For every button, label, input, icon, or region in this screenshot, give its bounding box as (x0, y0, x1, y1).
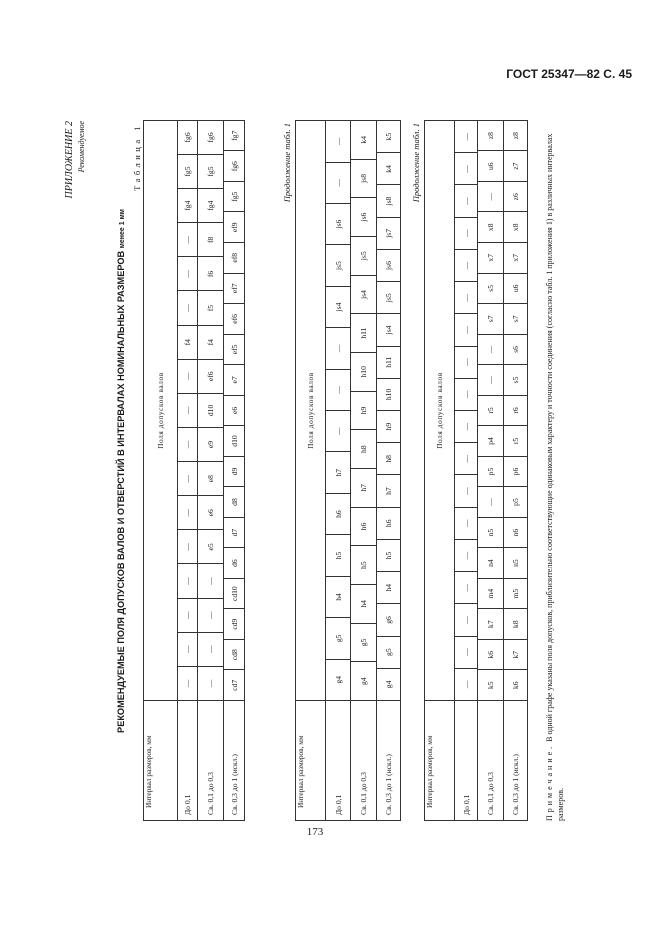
table-cell: u6 (478, 150, 503, 181)
table-cell: z7 (504, 150, 527, 181)
table-cell: d9 (224, 456, 244, 487)
table-cell: ef8 (224, 242, 244, 273)
header-interval: Интервал размеров, мм (425, 701, 455, 821)
table-cell: — (178, 495, 197, 529)
table-cell: k4 (359, 135, 368, 144)
table-cell: — (455, 668, 477, 700)
table-cell: — (326, 369, 350, 410)
table-cell: s7 (478, 303, 503, 334)
table-cell: — (326, 327, 350, 368)
table-cell: k5 (384, 132, 393, 141)
table-cell: ef7 (224, 273, 244, 304)
table-cell: h4 (377, 571, 400, 603)
table-row (326, 121, 351, 821)
table-cell: js6 (351, 197, 376, 236)
table-cell: — (326, 162, 350, 203)
table-cell: — (178, 461, 197, 495)
table-cell: — (478, 334, 503, 365)
page-number: 173 (306, 826, 324, 838)
table-cell: g5 (351, 623, 376, 662)
table-cell: fg4 (198, 188, 223, 222)
table-cell: d10 (198, 393, 223, 427)
table-cell: k8 (504, 608, 527, 639)
row-label: До 0,1 (455, 701, 478, 821)
table-cell: g4 (351, 661, 376, 700)
continuation-label-1: Продолжение табл. 1 (282, 123, 292, 203)
header-fields: Поля допусков валов (425, 121, 455, 701)
table-cell: — (478, 364, 503, 395)
table-cell: — (455, 185, 477, 217)
row-label: До 0,1 (178, 701, 198, 821)
table-cell: n5 (504, 547, 527, 578)
table-cell: — (478, 486, 503, 517)
table-cell: js4 (351, 275, 376, 314)
table-cell: h5 (351, 545, 376, 584)
table-cell: h5 (377, 539, 400, 571)
rotated-content (64, 121, 574, 821)
table-cell: fg5 (198, 154, 223, 188)
table-cell: g4 (377, 668, 400, 700)
table-cell: js8 (351, 159, 376, 198)
table-cell: g6 (377, 603, 400, 635)
table-cell: — (178, 427, 197, 461)
table-cell: js5 (377, 281, 400, 313)
header-fields: Поля допусков валов (296, 121, 326, 701)
table-cell: n4 (478, 547, 503, 578)
table-cell: — (178, 222, 197, 256)
table-cell: s7 (504, 303, 527, 334)
table-row (351, 121, 377, 821)
title-suffix: менее 1 мм (119, 209, 126, 249)
table-cell: g4 (326, 659, 350, 700)
table-cell: js8 (377, 185, 400, 217)
table-cell: fg4 (178, 188, 197, 222)
table-cell: — (198, 598, 223, 632)
table-cell: — (178, 529, 197, 563)
table-cell: — (455, 152, 477, 184)
table-cell: — (455, 603, 477, 635)
header-interval: Интервал размеров, мм (296, 701, 326, 821)
table-cell: h4 (326, 576, 350, 617)
tolerance-table-1 (143, 120, 245, 821)
table-cell: s6 (504, 334, 527, 365)
table-cell: k4 (377, 152, 400, 184)
table-cell: ef6 (198, 359, 223, 393)
value-cell-group (224, 121, 245, 701)
table-cell: js4 (377, 313, 400, 345)
table-cell: e8 (198, 461, 223, 495)
table-cell: g5 (377, 636, 400, 668)
table-cell: — (455, 346, 477, 378)
table-cell: ef6 (224, 303, 244, 334)
note-text: В одной графе указаны поля допусков, приблизительно соответствующие одинаковым характеру и точности соединения (согласно табл. 1 приложения 1) в различных интервалах размеров. (545, 133, 565, 821)
table-cell: js7 (377, 217, 400, 249)
table-cell: h11 (377, 346, 400, 378)
table-cell: n5 (478, 517, 503, 548)
table-cell: h10 (377, 378, 400, 410)
table-cell: d6 (224, 547, 244, 578)
row-label: Св. 0,3 до 1 (искл.) (504, 701, 528, 821)
table-cell: u6 (504, 273, 527, 304)
appendix-label: ПРИЛОЖЕНИЕ 2 (64, 121, 75, 199)
table-cell: z8 (486, 132, 495, 140)
table-cell: x8 (478, 212, 503, 243)
table-cell: h11 (351, 313, 376, 352)
table-cell: p4 (478, 425, 503, 456)
table-cell: r5 (504, 425, 527, 456)
table-cell: z8 (511, 132, 520, 140)
document-title (116, 121, 126, 821)
table-cell: fg5 (178, 154, 197, 188)
table-cell: — (455, 378, 477, 410)
table-cell: js6 (377, 249, 400, 281)
header-interval: Интервал размеров, мм (144, 701, 178, 821)
value-cell-group (504, 121, 528, 701)
appendix-block (64, 121, 88, 361)
tolerance-table-3 (424, 120, 528, 821)
table-cell: r5 (478, 395, 503, 426)
table-cell: cd7 (224, 669, 244, 700)
table-cell: f6 (198, 256, 223, 290)
table-cell: fg5 (224, 181, 244, 212)
table-cell: k7 (504, 639, 527, 670)
table-row (377, 121, 401, 821)
table-cell: h9 (351, 391, 376, 430)
table-cell: — (455, 249, 477, 281)
value-cell-group (478, 121, 504, 701)
table-cell: p6 (504, 456, 527, 487)
table-cell: p5 (504, 486, 527, 517)
table-cell: e9 (198, 427, 223, 461)
table-cell: h8 (351, 429, 376, 468)
row-label: Св. 0,1 до 0,3 (351, 701, 377, 821)
header-fields: Поля допусков валов (144, 121, 178, 701)
table-cell: h9 (377, 410, 400, 442)
table-cell: — (455, 281, 477, 313)
table-cell: — (178, 256, 197, 290)
value-cell-group (178, 121, 198, 701)
table-cell: fg6 (206, 132, 215, 143)
table-cell: js4 (326, 286, 350, 327)
table-cell: — (455, 636, 477, 668)
table-cell: — (455, 507, 477, 539)
row-label: Св. 0,3 до 1 (искл.) (224, 701, 245, 821)
row-label: Св. 0,1 до 0,3 (478, 701, 504, 821)
table-row (198, 121, 224, 821)
table-cell: — (178, 393, 197, 427)
table-cell: — (178, 291, 197, 325)
table-cell: — (333, 137, 343, 146)
table-cell: — (455, 539, 477, 571)
table-label: Таблица 1 (132, 123, 142, 191)
tolerance-table-2 (295, 120, 401, 821)
table-cell: cd9 (224, 608, 244, 639)
table-cell: k6 (478, 639, 503, 670)
table-cell: js6 (326, 203, 350, 244)
table-cell: h7 (326, 451, 350, 492)
table-cell: s5 (504, 364, 527, 395)
table-cell: — (461, 132, 471, 141)
table-cell: h6 (351, 507, 376, 546)
table-cell: h7 (377, 474, 400, 506)
table-cell: s5 (478, 273, 503, 304)
row-label: Св. 0,3 до 1 (искл.) (377, 701, 401, 821)
table-cell: d10 (224, 425, 244, 456)
table-cell: x7 (504, 242, 527, 273)
note-prefix: Примечание. (545, 743, 554, 821)
table-cell: f4 (198, 325, 223, 359)
value-cell-group (198, 121, 224, 701)
table-cell: e5 (198, 529, 223, 563)
table-note (544, 121, 566, 821)
table-cell: h4 (351, 584, 376, 623)
table-cell: h6 (377, 507, 400, 539)
table-row (224, 121, 245, 821)
table-cell: — (198, 564, 223, 598)
table-row (455, 121, 478, 821)
table-cell: x7 (478, 242, 503, 273)
table-cell: — (455, 410, 477, 442)
table-cell: h7 (351, 468, 376, 507)
table-cell: — (455, 571, 477, 603)
table-cell: — (178, 564, 197, 598)
value-cell-group (326, 121, 351, 701)
table-cell: — (178, 632, 197, 666)
table-cell: e6 (198, 495, 223, 529)
table-cell: fg7 (229, 130, 239, 141)
table-cell: f4 (178, 325, 197, 359)
table-cell: g5 (326, 617, 350, 658)
table-cell: h8 (377, 442, 400, 474)
table-cell: h5 (326, 534, 350, 575)
table-cell: e6 (224, 395, 244, 426)
table-cell: f5 (198, 291, 223, 325)
table-cell: — (178, 666, 197, 700)
title-main: РЕКОМЕНДУЕМЫЕ ПОЛЯ ДОПУСКОВ ВАЛОВ И ОТВЕРСТИЙ В ИНТЕРВАЛАХ НОМИНАЛЬНЫХ РАЗМЕРОВ (116, 250, 126, 733)
table-cell: ef9 (224, 212, 244, 243)
table-cell: — (455, 474, 477, 506)
table-cell: cd8 (224, 639, 244, 670)
table-cell: e7 (224, 364, 244, 395)
table-cell: — (198, 666, 223, 700)
table-cell: ef5 (224, 334, 244, 365)
table-row (504, 121, 528, 821)
table-cell: js5 (326, 244, 350, 285)
table-cell: fg6 (183, 132, 192, 143)
table-cell: d7 (224, 517, 244, 548)
continuation-label-2: Продолжение табл. 1 (411, 123, 421, 203)
table-cell: — (178, 598, 197, 632)
table-cell: — (326, 410, 350, 451)
table-cell: p5 (478, 456, 503, 487)
table-cell: k7 (478, 608, 503, 639)
table-cell: js5 (351, 236, 376, 275)
table-cell: k5 (478, 669, 503, 700)
table-cell: — (455, 217, 477, 249)
table-cell: — (198, 632, 223, 666)
table-cell: x8 (504, 212, 527, 243)
table-row (178, 121, 198, 821)
table-cell: d8 (224, 486, 244, 517)
row-label: До 0,1 (326, 701, 351, 821)
table-cell: f8 (198, 222, 223, 256)
table-cell: h10 (351, 352, 376, 391)
table-cell: m5 (504, 578, 527, 609)
table-cell: — (455, 442, 477, 474)
table-cell: — (455, 313, 477, 345)
value-cell-group (351, 121, 377, 701)
appendix-status: Рекомендуемое (77, 121, 86, 173)
row-label: Св. 0,1 до 0,3 (198, 701, 224, 821)
table-cell: — (178, 359, 197, 393)
table-cell: cd10 (224, 578, 244, 609)
table-cell: r6 (504, 395, 527, 426)
table-cell: z6 (504, 181, 527, 212)
value-cell-group (455, 121, 478, 701)
value-cell-group (377, 121, 401, 701)
table-row (478, 121, 504, 821)
table-cell: n6 (504, 517, 527, 548)
standard-header: ГОСТ 25347—82 С. 45 (506, 67, 632, 81)
table-cell: h6 (326, 493, 350, 534)
table-cell: k6 (504, 669, 527, 700)
table-cell: fg6 (224, 150, 244, 181)
table-cell: — (478, 181, 503, 212)
table-cell: m4 (478, 578, 503, 609)
